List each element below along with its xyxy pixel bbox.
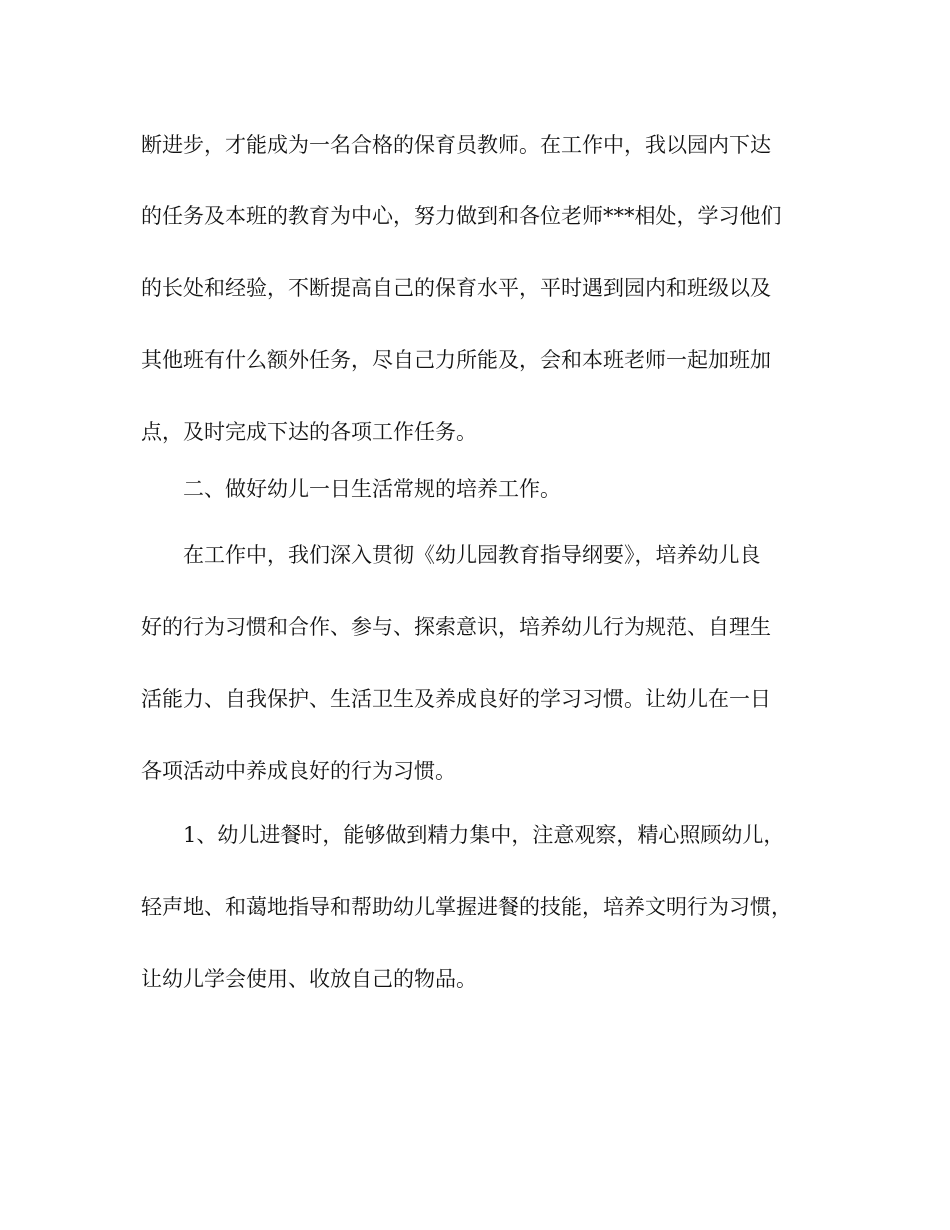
text-line: 各项活动中养成良好的行为习惯。 bbox=[141, 759, 456, 783]
section-heading: 二、做好幼儿一日生活常规的培养工作。 bbox=[183, 477, 561, 501]
text-line: 点，及时完成下达的各项工作任务。 bbox=[141, 420, 477, 444]
text-line: 的长处和经验，不断提高自己的保育水平，平时遇到园内和班级以及 bbox=[141, 276, 771, 300]
text-line: 让幼儿学会使用、收放自己的物品。 bbox=[141, 967, 477, 991]
text-line: 断进步，才能成为一名合格的保育员教师。在工作中，我以园内下达 bbox=[141, 133, 771, 157]
text-line: 好的行为习惯和合作、参与、探索意识，培养幼儿行为规范、自理生 bbox=[141, 615, 771, 639]
paragraph-start-line: 在工作中，我们深入贯彻《幼儿园教育指导纲要》，培养幼儿良 bbox=[183, 543, 761, 567]
text-line: 轻声地、和蔼地指导和帮助幼儿掌握进餐的技能，培养文明行为习惯， bbox=[141, 895, 792, 919]
text-line: 的任务及本班的教育为中心，努力做到和各位老师***相处，学习他们 bbox=[141, 204, 782, 228]
list-item-start-line: 1、幼儿进餐时，能够做到精力集中，注意观察，精心照顾幼儿， bbox=[183, 823, 785, 847]
text-line: 活能力、自我保护、生活卫生及养成良好的学习习惯。让幼儿在一日 bbox=[141, 687, 771, 711]
text-line: 其他班有什么额外任务，尽自己力所能及，会和本班老师一起加班加 bbox=[141, 348, 771, 372]
